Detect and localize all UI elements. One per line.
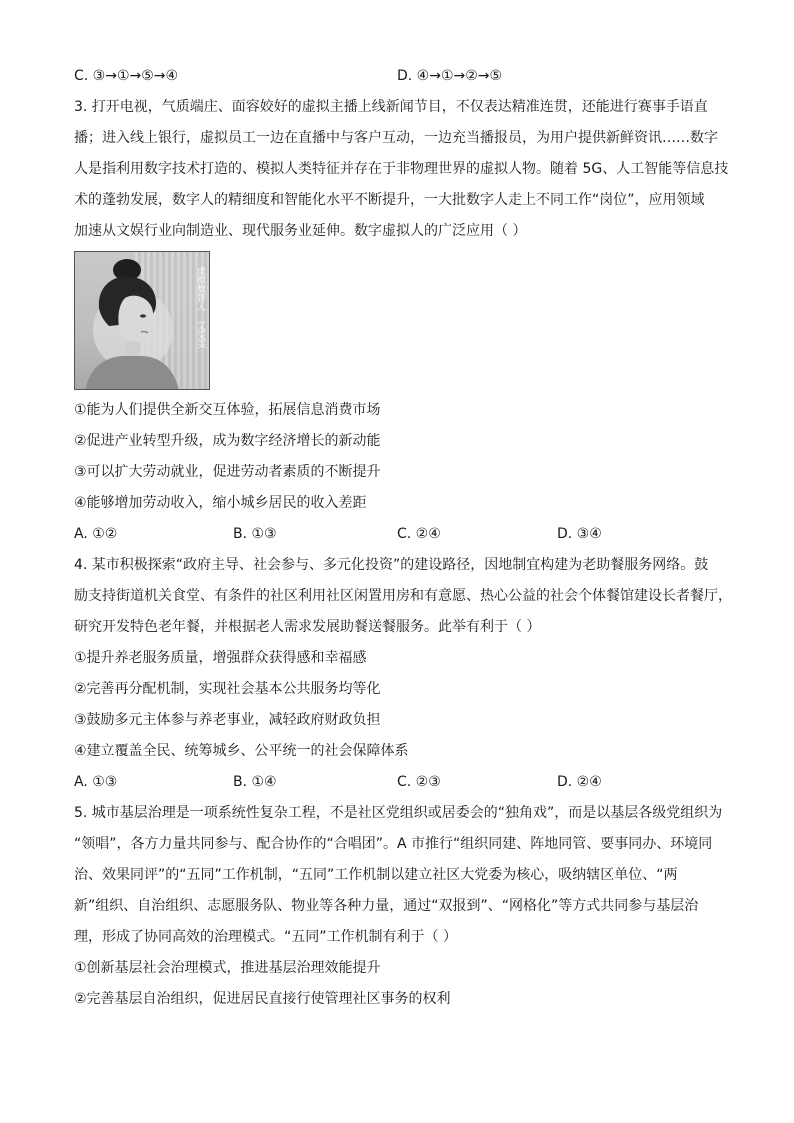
q4-option-d: D. ②④	[557, 774, 602, 790]
q4-option-b: B. ①④	[233, 774, 277, 790]
virtual-human-portrait	[74, 251, 210, 390]
q3-statement-2: ②促进产业转型升级，成为数字经济增长的新动能	[74, 433, 381, 449]
q5-statement-1: ①创新基层社会治理模式，推进基层治理效能提升	[74, 960, 381, 976]
q4-statement-3: ③鼓励多元主体参与养老事业，减轻政府财政负担	[74, 712, 381, 728]
q5-statement-2: ②完善基层自治组织，促进居民直接行使管理社区事务的权利	[74, 991, 451, 1007]
portrait-caption: 虚拟数智人 艾雯雯	[195, 266, 205, 348]
q3-stem-line-4: 术的蓬勃发展，数字人的精细度和智能化水平不断提升，一大批数字人走上不同工作“岗位”，应用领域	[74, 192, 705, 208]
q2-option-d: D. ④→①→②→⑤	[397, 68, 503, 84]
q5-stem-line-4: 新”组织、自治组织、志愿服务队、物业等各种力量，通过“双报到”、“网格化”等方式共同参与基层治	[74, 898, 699, 914]
q3-statement-1: ①能为人们提供全新交互体验，拓展信息消费市场	[74, 402, 381, 418]
q3-option-a: A. ①②	[74, 526, 118, 542]
q4-statement-4: ④建立覆盖全民、统筹城乡、公平统一的社会保障体系	[74, 743, 409, 759]
q3-option-b: B. ①③	[233, 526, 277, 542]
q5-stem-line-3: 治、效果同评”的“五同”工作机制，“五同”工作机制以建立社区大党委为核心，吸纳辖区单位、“两	[74, 867, 678, 883]
q3-stem-line-1: 3. 打开电视，气质端庄、面容姣好的虚拟主播上线新闻节目，不仅表达精准连贯，还能进行赛事手语直	[74, 99, 708, 115]
q5-stem-line-1: 5. 城市基层治理是一项系统性复杂工程，不是社区党组织或居委会的“独角戏”，而是以基层各级党组织为	[74, 805, 723, 821]
q3-statement-4: ④能够增加劳动收入，缩小城乡居民的收入差距	[74, 495, 367, 511]
q3-option-d: D. ③④	[557, 526, 602, 542]
q5-stem-line-5: 理，形成了协同高效的治理模式。“五同”工作机制有利于（ ）	[74, 929, 457, 945]
q3-stem-line-3: 人是指利用数字技术打造的、模拟人类特征并存在于非物理世界的虚拟人物。随着 5G、人工智能等信息技	[74, 161, 729, 177]
q2-option-c: C. ③→①→⑤→④	[74, 68, 179, 84]
portrait-illustration	[75, 252, 210, 390]
q3-stem-line-5: 加速从文娱行业向制造业、现代服务业延伸。数字虚拟人的广泛应用（ ）	[74, 223, 527, 239]
q4-stem-line-2: 励支持街道机关食堂、有条件的社区利用社区闲置用房和有意愿、热心公益的社会个体餐馆建设长者餐厅，	[74, 588, 732, 604]
q4-statement-1: ①提升养老服务质量，增强群众获得感和幸福感	[74, 650, 367, 666]
q4-stem-line-1: 4. 某市积极探索“政府主导、社会参与、多元化投资”的建设路径，因地制宜构建为老助餐服务网络。鼓	[74, 557, 709, 573]
q4-stem-line-3: 研究开发特色老年餐，并根据老人需求发展助餐送餐服务。此举有利于（ ）	[74, 619, 541, 635]
q3-option-c: C. ②④	[397, 526, 441, 542]
q4-statement-2: ②完善再分配机制，实现社会基本公共服务均等化	[74, 681, 381, 697]
q3-stem-line-2: 播；进入线上银行，虚拟员工一边在直播中与客户互动，一边充当播报员，为用户提供新鲜资讯……数字	[74, 130, 718, 146]
q4-option-c: C. ②③	[397, 774, 441, 790]
q3-statement-3: ③可以扩大劳动就业，促进劳动者素质的不断提升	[74, 464, 381, 480]
q5-stem-line-2: “领唱”，各方力量共同参与、配合协作的“合唱团”。A 市推行“组织同建、阵地同管、要事同办、环境同	[74, 836, 713, 852]
q4-option-a: A. ①③	[74, 774, 118, 790]
